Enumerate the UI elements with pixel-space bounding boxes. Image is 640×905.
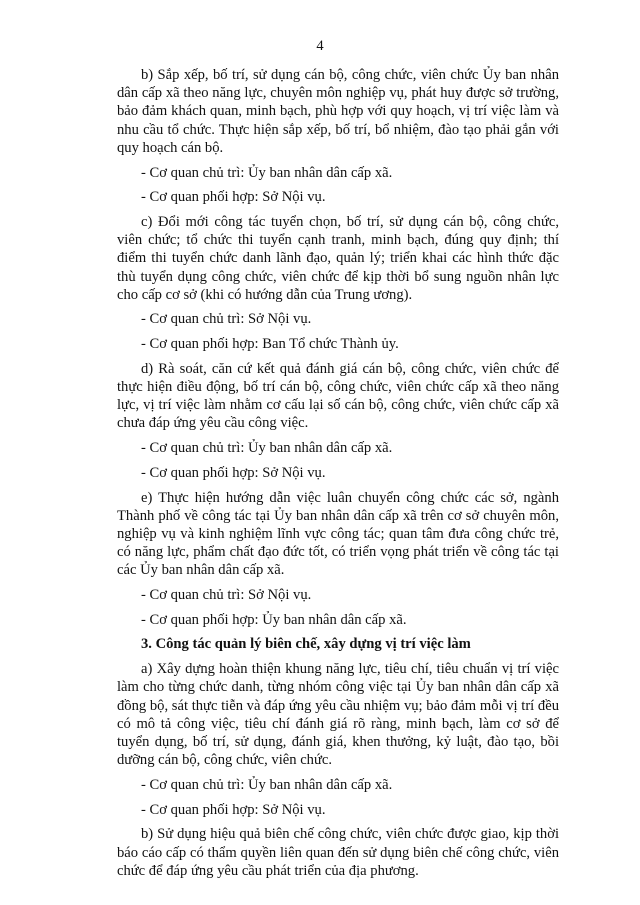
paragraph-a-competency-framework: a) Xây dựng hoàn thiện khung năng lực, tiêu chí, tiêu chuẩn vị trí việc làm cho từng chức danh, từng nhóm công việc tại Ủy ban nhân dân cấp xã đồng bộ, sát thực tiễn và đáp ứng yêu cầu nhiệm vụ; bảo đảm mỗi vị trí đều có mô tả công việc, tiêu chí đánh giá rõ ràng, minh bạch, làm cơ sở để tuyển dụng, bố trí, sử dụng, đánh giá, khen thưởng, kỷ luật, đào tạo, bồi dưỡng cán bộ, công chức, viên chức. [117, 661, 559, 769]
coordinating-agency-line: - Cơ quan phối hợp: Sở Nội vụ. [141, 801, 326, 818]
lead-agency-line: - Cơ quan chủ trì: Sở Nội vụ. [141, 587, 312, 604]
lead-agency-line: - Cơ quan chủ trì: Ủy ban nhân dân cấp xã. [141, 776, 393, 793]
paragraph-d-review: d) Rà soát, căn cứ kết quả đánh giá cán bộ, công chức, viên chức để thực hiện điều động, bố trí cán bộ, công chức, viên chức cấp xã theo năng lực, vị trí việc làm nhằm cơ cấu lại số cán bộ, công chức, viên chức cấp xã chưa đáp ứng yêu cầu công việc. [117, 360, 559, 432]
page-number: 4 [316, 38, 324, 54]
coordinating-agency-line: - Cơ quan phối hợp: Ban Tổ chức Thành ủy. [141, 336, 399, 353]
coordinating-agency-line: - Cơ quan phối hợp: Sở Nội vụ. [141, 189, 326, 206]
section-heading-3: 3. Công tác quản lý biên chế, xây dựng vị trí việc làm [141, 636, 471, 653]
paragraph-c-recruitment: c) Đổi mới công tác tuyển chọn, bố trí, sử dụng cán bộ, công chức, viên chức; tổ chức thi tuyển cạnh tranh, minh bạch, đúng quy định; thí điểm thi tuyển chức danh lãnh đạo, quản lý; triển khai các hình thức đặc thù tuyển dụng công chức, viên chức để kịp thời bổ sung nguồn nhân lực cho cấp cơ sở (khi có hướng dẫn của Trung ương). [117, 213, 559, 303]
paragraph-e-rotation: e) Thực hiện hướng dẫn việc luân chuyển công chức các sở, ngành Thành phố về công tác tại Ủy ban nhân dân cấp xã trên cơ sở chuyên môn, nghiệp vụ và kinh nghiệm lĩnh vực công tác; quan tâm đưa công chức trẻ, có năng lực, phẩm chất đạo đức tốt, có triển vọng phát triển về công tác tại các Ủy ban nhân dân cấp xã. [117, 489, 559, 579]
coordinating-agency-line: - Cơ quan phối hợp: Sở Nội vụ. [141, 464, 326, 481]
lead-agency-line: - Cơ quan chủ trì: Sở Nội vụ. [141, 311, 312, 328]
paragraph-b-arrangement: b) Sắp xếp, bố trí, sử dụng cán bộ, công chức, viên chức Ủy ban nhân dân cấp xã theo năng lực, chuyên môn nghiệp vụ, phát huy được sở trường, bảo đảm khách quan, minh bạch, phù hợp với quy hoạch, vị trí việc làm và nhu cầu tổ chức. Thực hiện sắp xếp, bố trí, bổ nhiệm, đào tạo phải gắn với quy hoạch cán bộ. [117, 67, 559, 156]
lead-agency-line: - Cơ quan chủ trì: Ủy ban nhân dân cấp xã. [141, 440, 393, 457]
lead-agency-line: - Cơ quan chủ trì: Ủy ban nhân dân cấp xã. [141, 164, 393, 181]
coordinating-agency-line: - Cơ quan phối hợp: Ủy ban nhân dân cấp xã. [141, 611, 407, 628]
document-body [117, 66, 559, 886]
paragraph-b-staffing-quota: b) Sử dụng hiệu quả biên chế công chức, viên chức được giao, kịp thời báo cáo cấp có thẩm quyền liên quan đến sử dụng biên chế công chức, viên chức để đáp ứng yêu cầu phát triển của địa phương. [117, 826, 559, 879]
